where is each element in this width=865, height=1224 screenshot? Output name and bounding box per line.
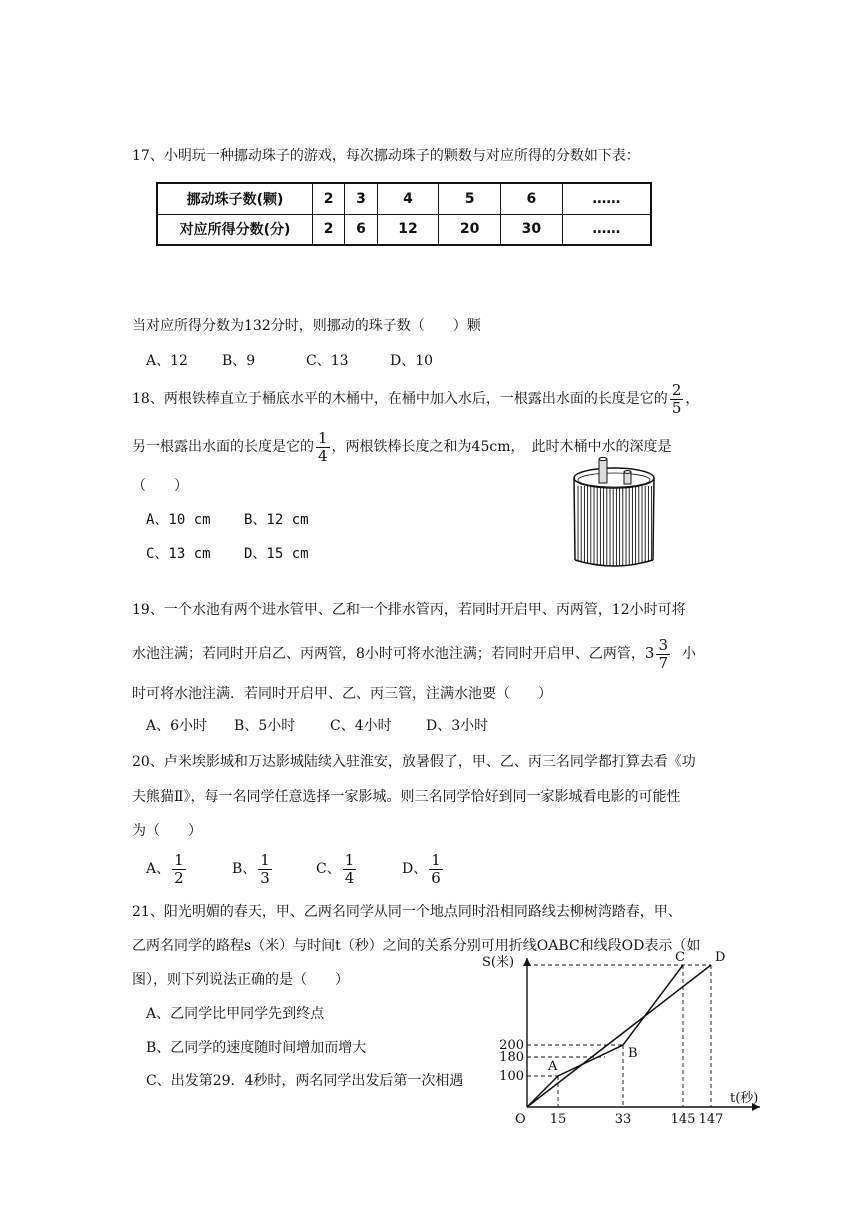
x-tick-label: 147	[698, 1112, 724, 1127]
fraction-numerator: 1	[318, 429, 328, 447]
option-label: A、	[146, 861, 171, 877]
option-label: D、	[402, 861, 428, 877]
y-tick-label: 100	[499, 1069, 524, 1084]
q20-line2: 夫熊猫Ⅱ》，每一名同学任意选择一家影城。则三名同学恰好到同一家影城看电影的可能性	[132, 789, 681, 805]
q18-line2-pre: 另一根露出水面的长度是它的	[132, 439, 314, 455]
option-label: C、	[316, 861, 341, 877]
q18-line2-post: ，两根铁棒长度之和为45cm， 此时木桶中水的深度是	[331, 439, 672, 455]
q17-option-c: C、13	[306, 353, 349, 369]
q17-option-b: B、9	[222, 353, 256, 369]
table-cell: 5	[439, 183, 501, 214]
q20-line1: 20、卢米埃影城和万达影城陆续入驻淮安，放暑假了，甲、乙、丙三名同学都打算去看《功	[132, 754, 696, 770]
table-cell: ……	[562, 214, 651, 245]
y-tick-label: 200	[499, 1038, 524, 1053]
q20-option-b	[232, 850, 274, 888]
option-fraction	[343, 852, 357, 886]
q19-line2-post: 小	[682, 646, 696, 662]
x-tick-label: 33	[614, 1112, 632, 1127]
fraction-numerator: 1	[260, 851, 270, 869]
fraction-numerator: 1	[174, 851, 184, 869]
point-label-b: B	[628, 1046, 638, 1061]
fraction-denominator: 7	[658, 653, 668, 672]
q20-line3: 为（ ）	[132, 823, 202, 839]
q17-option-d: D、10	[390, 353, 434, 369]
table-cell: 4	[377, 183, 439, 214]
q19-option-b: B、5小时	[234, 718, 296, 734]
q18-option-b: B、12 cm	[244, 512, 309, 528]
q18-option-a: A、10 cm	[146, 512, 211, 528]
q21-line1: 21、阳光明媚的春天，甲、乙两名同学从同一个地点同时沿相同路线去柳树湾踏春，甲、	[132, 904, 682, 920]
q17-score-table	[156, 182, 652, 246]
table-cell: 2	[313, 214, 345, 245]
table-cell: 3	[345, 183, 377, 214]
q17-stem: 17、小明玩一种挪动珠子的游戏，每次挪动珠子的颗数与对应所得的分数如下表：	[132, 148, 640, 164]
q18-line1	[132, 380, 699, 418]
table-cell: 6	[501, 183, 563, 214]
q18-line3: （ ）	[132, 478, 188, 494]
fraction-denominator: 3	[260, 868, 270, 887]
option-fraction	[258, 852, 272, 886]
q19-line3: 时可将水池注满．若同时开启甲、乙、丙三管，注满水池要（ ）	[132, 686, 552, 702]
origin-label: O	[515, 1112, 526, 1127]
table-cell: 12	[377, 214, 439, 245]
table-row-label: 对应所得分数(分)	[157, 214, 313, 245]
fraction-numerator: 2	[671, 381, 682, 399]
q17-question: 当对应所得分数为132分时，则挪动的珠子数（ ）颗	[132, 318, 481, 334]
q18-fraction-1	[670, 382, 684, 416]
point-label-a: A	[548, 1059, 558, 1074]
point-label-c: C	[675, 950, 685, 965]
point-label-d: D	[715, 950, 726, 965]
q17-option-a: A、12	[146, 353, 188, 369]
option-fraction	[172, 852, 186, 886]
series-line-oabc	[527, 965, 683, 1107]
fraction-denominator: 2	[174, 868, 184, 887]
x-tick-label: 15	[549, 1112, 567, 1127]
table-row-label: 挪动珠子数(颗)	[157, 183, 313, 214]
fraction-denominator: 6	[431, 868, 441, 887]
q20-option-a	[146, 850, 188, 888]
q21-distance-time-graph	[482, 950, 770, 1130]
q18-option-c: C、13 cm	[146, 546, 211, 562]
fraction-denominator: 4	[318, 446, 328, 465]
q21-option-a: A、乙同学比甲同学先到终点	[146, 1006, 325, 1022]
q21-line3: 图），则下列说法正确的是（ ）	[132, 972, 349, 988]
q21-option-c: C、出发第29．4秒时，两名同学出发后第一次相遇	[146, 1073, 464, 1089]
table-cell: 20	[439, 214, 501, 245]
fraction-numerator: 3	[658, 636, 668, 654]
fraction-denominator: 5	[671, 398, 682, 417]
table-row	[157, 183, 651, 214]
q19-line1: 19、一个水池有两个进水管甲、乙和一个排水管丙，若同时开启甲、丙两管，12小时可将	[132, 602, 686, 618]
table-cell: ……	[562, 183, 651, 214]
option-label: B、	[232, 861, 257, 877]
q20-option-d	[402, 850, 445, 888]
table-cell: 6	[345, 214, 377, 245]
q18-line1-end: ，	[685, 391, 700, 407]
q21-option-b: B、乙同学的速度随时间增加而增大	[146, 1040, 367, 1056]
fraction-denominator: 4	[344, 868, 355, 887]
bucket-illustration	[572, 456, 682, 574]
y-axis-label: S(米)	[482, 955, 515, 970]
x-axis-label: t(秒)	[730, 1091, 759, 1106]
q19-option-d: D、3小时	[426, 718, 489, 734]
q18-line1-text: 18、两根铁棒直立于桶底水平的木桶中，在桶中加入水后，一根露出水面的长度是它的	[132, 391, 668, 407]
q21-line2: 乙两名同学的路程s（米）与时间t（秒）之间的关系分别可用折线OABC和线段OD表示（如	[132, 938, 701, 954]
option-fraction	[429, 852, 443, 886]
fraction-numerator: 1	[431, 851, 441, 869]
q18-fraction-2	[316, 430, 330, 464]
q20-option-c	[316, 850, 358, 888]
table-cell: 30	[501, 214, 563, 245]
x-tick-label: 145	[670, 1112, 696, 1127]
q18-option-d: D、15 cm	[244, 546, 309, 562]
table-cell: 2	[313, 183, 345, 214]
q19-option-a: A、6小时	[146, 718, 208, 734]
q19-option-c: C、4小时	[330, 718, 392, 734]
y-tick-label: 180	[499, 1050, 524, 1065]
mixed-number-whole: 3	[644, 644, 655, 662]
table-row	[157, 214, 651, 245]
q19-line2	[132, 634, 696, 673]
fraction-numerator: 1	[344, 851, 355, 869]
q19-mixed-fraction	[656, 637, 670, 671]
q19-line2-pre: 水池注满；若同时开启乙、丙两管，8小时可将水池注满；若同时开启甲、乙两管，	[132, 646, 645, 662]
